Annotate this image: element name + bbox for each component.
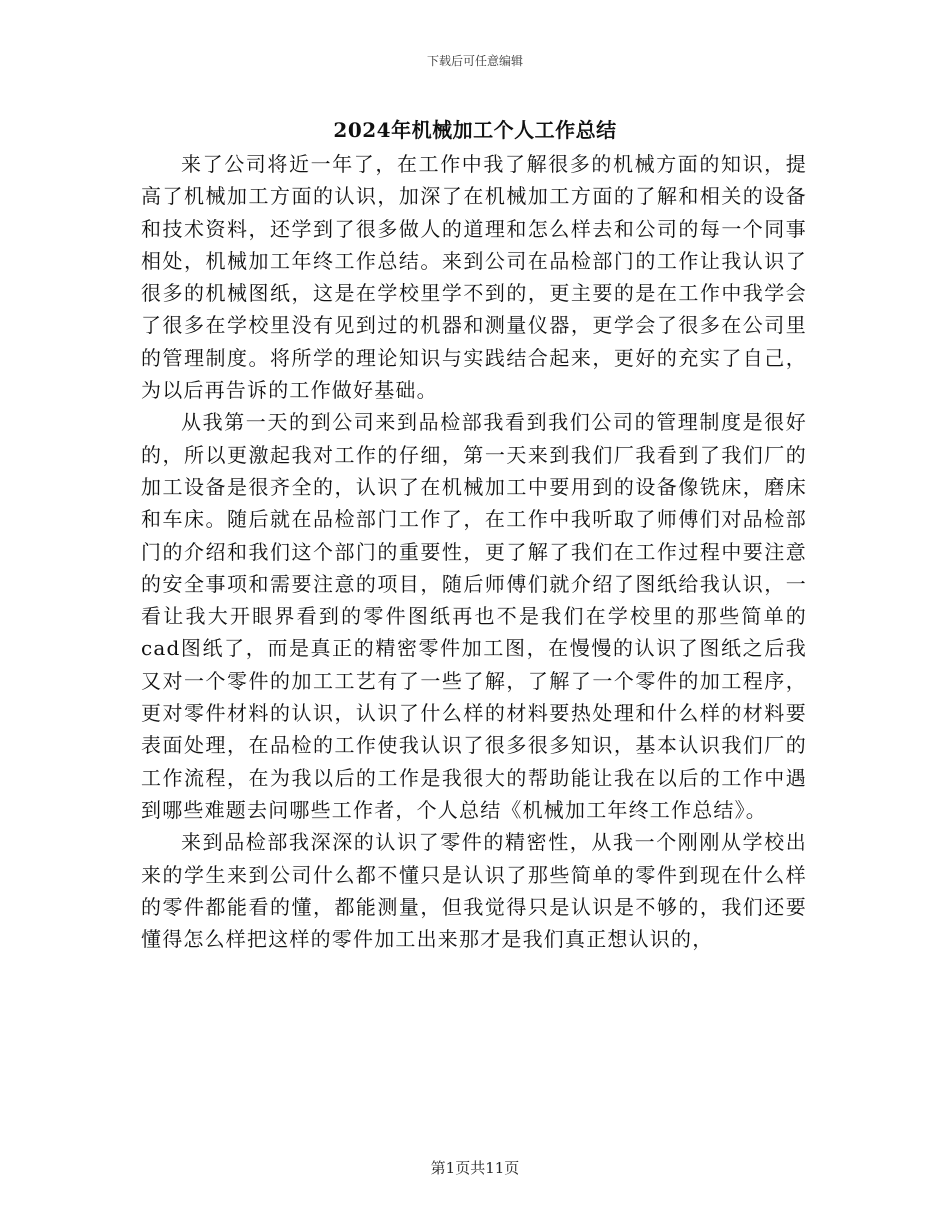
body-paragraph: 来了公司将近一年了，在工作中我了解很多的机械方面的知识，提高了机械加工方面的认识，加深了在机械加工方面的了解和相关的设备和技术资料，还学到了很多做人的道理和怎么样去和公司的每一个同事相处，机械加工年终工作总结。来到公司在品检部门的工作让我认识了很多的机械图纸，这是在学校里学不到的，更主要的是在工作中我学会了很多在学校里没有见到过的机器和测量仪器，更学会了很多在公司里的管理制度。将所学的理论知识与实践结合起来，更好的充实了自己，为以后再告诉的工作做好基础。 xyxy=(141,152,807,403)
page-header-note: 下载后可任意编辑 xyxy=(426,54,523,68)
document-title: 2024年机械加工个人工作总结 xyxy=(333,118,617,142)
page-number-footer: 第1页共11页 xyxy=(430,1159,520,1177)
body-paragraph: 从我第一天的到公司来到品检部我看到我们公司的管理制度是很好的，所以更激起我对工作的仔细，第一天来到我们厂我看到了我们厂的加工设备是很齐全的，认识了在机械加工中要用到的设备像铣床，磨床和车床。随后就在品检部门工作了，在工作中我听取了师傅们对品检部门的介绍和我们这个部门的重要性，更了解了我们在工作过程中要注意的安全事项和需要注意的项目，随后师傅们就介绍了图纸给我认识，一看让我大开眼界看到的零件图纸再也不是我们在学校里的那些简单的cad图纸了，而是真正的精密零件加工图，在慢慢的认识了图纸之后我又对一个零件的加工工艺有了一些了解，了解了一个零件的加工程序，更对零件材料的认识，认识了什么样的材料要热处理和什么样的材料要表面处理，在品检的工作使我认识了很多很多知识，基本认识我们厂的工作流程，在为我以后的工作是我很大的帮助能让我在以后的工作中遇到哪些难题去问哪些工作者，个人总结《机械加工年终工作总结》。 xyxy=(141,410,807,822)
document-body xyxy=(141,148,807,955)
body-paragraph: 来到品检部我深深的认识了零件的精密性，从我一个刚刚从学校出来的学生来到公司什么都不懂只是认识了那些简单的零件到现在什么样的零件都能看的懂，都能测量，但我觉得只是认识是不够的，我们还要懂得怎么样把这样的零件加工出来那才是我们真正想认识的， xyxy=(141,830,807,952)
